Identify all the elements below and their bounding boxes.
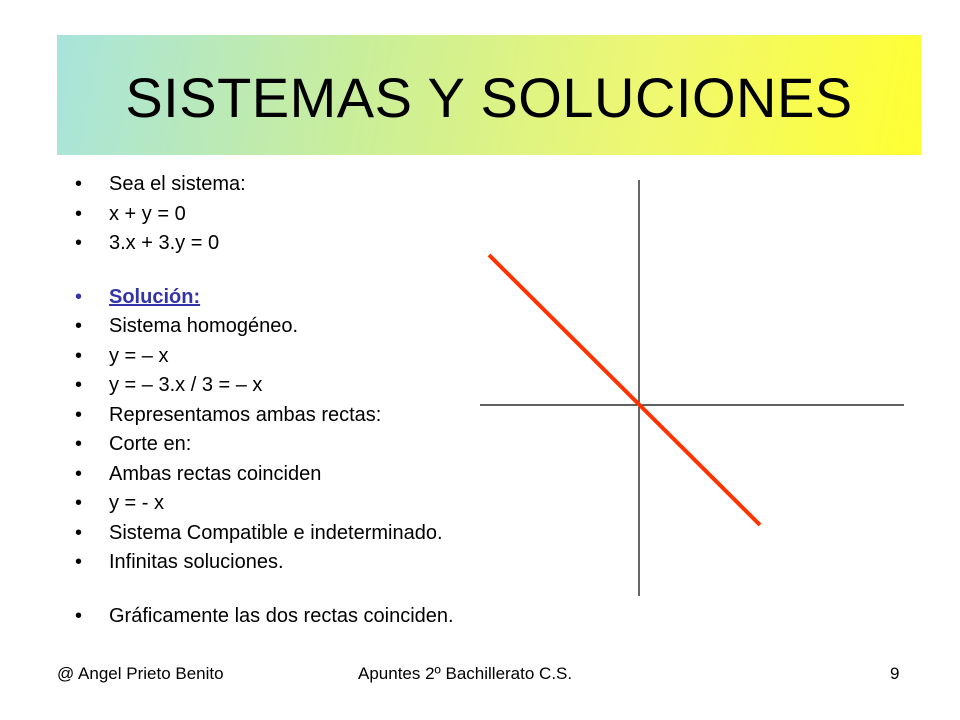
bullet-item: • Corte en: xyxy=(75,430,454,460)
bullet-item: • Ambas rectas coinciden xyxy=(75,460,454,490)
bullet-item: • Sistema homogéneo. xyxy=(75,312,454,342)
footer-course: Apuntes 2º Bachillerato C.S. xyxy=(358,664,573,683)
footer-page-number: 9 xyxy=(890,664,900,683)
bullet-item: • Sea el sistema: xyxy=(75,170,454,200)
bullet-item: • 3.x + 3.y = 0 xyxy=(75,229,454,259)
bullet-item: • Gráficamente las dos rectas coinciden. xyxy=(75,602,454,632)
bullet-item: • y = – 3.x / 3 = – x xyxy=(75,371,454,401)
bullet-item: • y = – x xyxy=(75,342,454,372)
bullet-item: • Sistema Compatible e indeterminado. xyxy=(75,519,454,549)
title-banner xyxy=(57,35,921,155)
bullet-list xyxy=(75,170,454,631)
footer-author: @ Angel Prieto Benito xyxy=(57,664,224,683)
line-y-equals-minus-x xyxy=(489,255,760,525)
bullet-item: • y = - x xyxy=(75,489,454,519)
bullet-item: • x + y = 0 xyxy=(75,200,454,230)
slide-title: SISTEMAS Y SOLUCIONES xyxy=(125,65,853,129)
bullet-item: • Representamos ambas rectas: xyxy=(75,401,454,431)
solution-link[interactable]: • Solución: xyxy=(75,283,454,313)
bullet-item: • Infinitas soluciones. xyxy=(75,548,454,578)
